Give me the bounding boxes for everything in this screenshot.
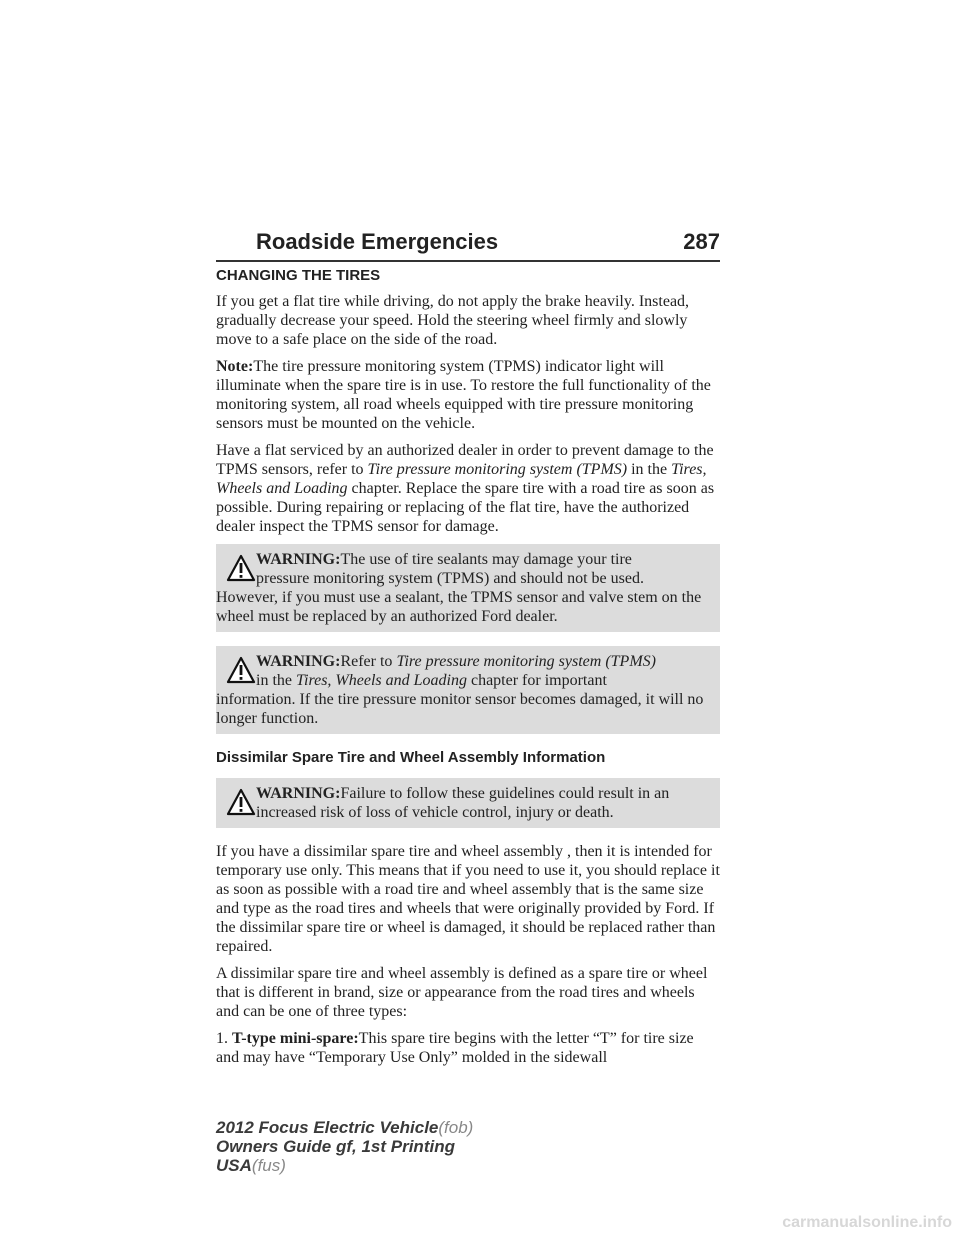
footer-vehicle: 2012 Focus Electric Vehicle: [216, 1118, 439, 1137]
warning-label: WARNING:: [256, 551, 341, 568]
footer-market-code: (fus): [251, 1156, 286, 1175]
page-footer: [216, 1118, 473, 1175]
note-paragraph: [216, 357, 720, 433]
para2-ref-chapter: Tires, Wheels and Loading: [216, 461, 707, 497]
subheading-dissimilar-spare: Dissimilar Spare Tire and Wheel Assembly Information: [216, 749, 606, 766]
footer-line-2: [216, 1137, 473, 1156]
warning-box-sealants: [216, 544, 720, 632]
warning2-text-2: in the: [256, 672, 296, 689]
warning1-rest: However, if you must use a sealant, the TPMS sensor and valve stem on the wheel must be replaced by an authorized Ford dealer.: [216, 589, 702, 625]
header-rule: [216, 260, 720, 262]
page-content: [216, 266, 720, 1075]
warning-box-guidelines: [216, 778, 720, 828]
section-title: CHANGING THE TIRES: [216, 267, 381, 284]
warning1-line1: The use of tire sealants may damage your tire: [340, 551, 632, 568]
warning-label: WARNING:: [256, 785, 341, 802]
warning2-ref-chapter: Tires, Wheels and Loading: [296, 672, 467, 689]
warning-box-tpms-reference: [216, 646, 720, 734]
footer-market: USA: [216, 1156, 252, 1175]
list-item-label: T-type mini-spare:: [232, 1030, 359, 1047]
footer-line-3: [216, 1156, 473, 1175]
warning2-text-3: chapter for important: [466, 672, 607, 689]
warning-text-tpms-reference: [216, 652, 714, 728]
list-item-text: This spare tire begins with the letter “T” for tire size and may have “Temporary Use Only” molded in the sidewall: [216, 1030, 694, 1066]
warning3-line2: increased risk of loss of vehicle control, injury or death.: [256, 804, 614, 821]
para2-text-3: chapter. Replace the spare tire with a road tire as soon as possible. During repairing or replacing of the flat tire, have the authorized dealer inspect the TPMS sensor for damage.: [216, 480, 715, 535]
warning2-ref-tpms: Tire pressure monitoring system (TPMS): [396, 653, 656, 670]
section-header-title: Roadside Emergencies: [256, 229, 499, 254]
footer-guide: Owners Guide gf, 1st Printing: [216, 1137, 455, 1156]
paragraph-dissimilar-definition: A dissimilar spare tire and wheel assembly is defined as a spare tire or wheel that is different in brand, size or appearance from the road tires and wheels and can be one of three types:: [216, 965, 708, 1020]
warning-label: WARNING:: [256, 653, 341, 670]
warning2-rest: information. If the tire pressure monitor sensor becomes damaged, it will no longer function.: [216, 691, 704, 727]
warning-triangle-icon: [226, 554, 256, 582]
para2-text-2: in the: [627, 461, 672, 478]
paragraph-flat-tire: If you get a flat tire while driving, do not apply the brake heavily. Instead, gradually decrease your speed. Hold the steering wheel firmly and slowly move to a safe place on the side of the road.: [216, 293, 690, 348]
para2-text-1: Have a flat serviced by an authorized dealer in order to prevent damage to the TPMS sensors, refer to: [216, 442, 714, 478]
footer-line-1: [216, 1118, 473, 1137]
paragraph-dissimilar-use: If you have a dissimilar spare tire and wheel assembly , then it is intended for temporary use only. This means that if you need to use it, you should replace it as soon as possible with a road tire and wheel assembly that is the same size and type as the road tires and wheels that were originally provided by Ford. If the dissimilar spare tire or wheel is damaged, it should be replaced rather than repaired.: [216, 843, 720, 955]
list-item-t-type: [216, 1029, 720, 1067]
warning2-text-1: Refer to: [340, 653, 397, 670]
watermark: carmanualsonline.info: [782, 1214, 952, 1231]
page-header: [216, 229, 720, 263]
page-number: 287: [683, 229, 720, 254]
warning1-line2: pressure monitoring system (TPMS) and should not be used.: [256, 570, 644, 587]
note-label: Note:: [216, 358, 254, 375]
warning-text-guidelines: [216, 784, 714, 822]
para2-ref-tpms: Tire pressure monitoring system (TPMS): [367, 461, 628, 478]
footer-vehicle-code: (fob): [438, 1118, 474, 1137]
warning-text-sealants: [216, 550, 714, 626]
warning-triangle-icon: [226, 656, 256, 684]
note-text: The tire pressure monitoring system (TPMS) indicator light will illuminate when the spare tire is in use. To restore the full functionality of the monitoring system, all road wheels equipped with tire pressure monitoring sensors must be mounted on the vehicle.: [216, 358, 711, 432]
list-item-number: 1.: [216, 1030, 232, 1047]
warning3-line1: Failure to follow these guidelines could result in an: [340, 785, 670, 802]
paragraph-flat-serviced: [216, 441, 720, 536]
warning-triangle-icon: [226, 788, 256, 816]
